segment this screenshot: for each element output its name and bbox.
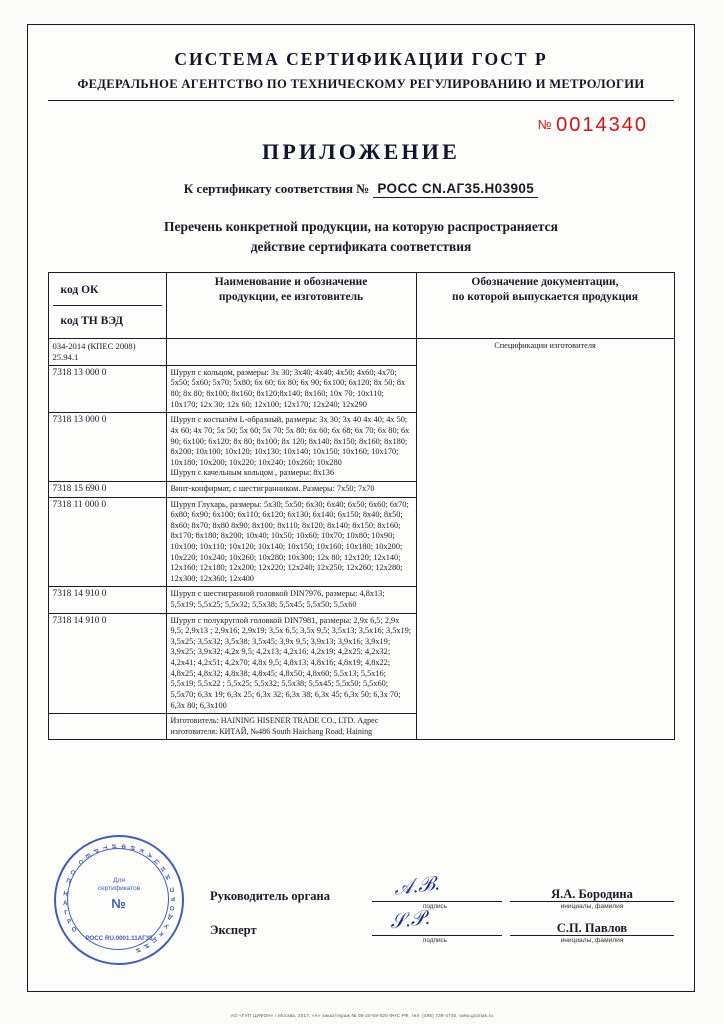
ok-code-cell: 034-2014 (КПЕС 2008) 25.94.1	[48, 338, 166, 365]
signature-caption-expert: подпись	[422, 937, 448, 944]
product-description-cell: Шуруп с кольцом, размеры: 3х 30; 3х40; 4х40; 4х50; 4х60; 4х70; 5х50; 5х60; 5х70; 5х80; 6х 60; 6х 80; 6х 90; 6х100; 6х120; 8х 50; 8х 80; 8х 80; 8х100; 8х160; 8х120;8х140; 8х160; 10х 70; 10х110; 10х170; 12х 30; 12х 60; 12х100; 12х170; 12х240; 12х290	[166, 365, 416, 412]
table-header-row	[48, 272, 674, 338]
product-table	[48, 272, 675, 740]
tnved-code-cell: 7318 14 910 0	[48, 587, 166, 613]
document-number	[42, 114, 680, 137]
subtitle-line-2: действие сертификата соответствия	[250, 239, 472, 255]
product-description-cell: Шуруп с шестигранной головкой DIN7976, размеры: 4,8х13; 5,5х19; 5,5х25; 5,5х32; 5,5х38; 5,5х45; 5,5х50; 5,5х60	[166, 587, 416, 613]
head-name: Я.А. Бородина	[551, 887, 633, 901]
header-divider	[48, 100, 674, 101]
expert-name: С.П. Павлов	[556, 921, 628, 935]
signature-line-expert	[372, 935, 502, 936]
tnved-code-cell: 7318 13 000 0	[48, 413, 166, 482]
table-row	[48, 338, 674, 365]
header-cell-product	[166, 272, 416, 338]
header-ok-code: код ОК	[53, 275, 162, 306]
document-frame	[27, 24, 695, 992]
tnved-code-cell: 7318 15 690 0	[48, 481, 166, 497]
agency-title: ФЕДЕРАЛЬНОЕ АГЕНТСТВО ПО ТЕХНИЧЕСКОМУ РЕГУЛИРОВАНИЮ И МЕТРОЛОГИИ	[77, 77, 645, 91]
stamp-center-line1: Для	[113, 877, 125, 884]
header-product-line2: продукции, ее изготовитель	[218, 291, 364, 304]
certificate-prefix: К сертификату соответствия №	[183, 181, 370, 196]
product-description-cell: Шуруп Глухарь, размеры: 5х30; 5х50; 6х30; 6х40; 6х50; 6х60; 6х70; 6х80; 6х90; 6х100; 6х110; 6х120; 6х130; 6х140; 6х150; 8х40; 8х50; 8х60; 8х70; 8х80 8х90; 8х100; 8х110; 8х120; 8х140; 8х150; 8х160; 8х170; 8х180; 8х200; 10х40; 10х50; 10х60; 10х70; 10х80; 10х90; 10х100; 10х110; 10х120; 10х140; 10х150; 10х160; 10х180; 10х200; 10х220; 10х240; 10х260; 10х280; 10х300; 12х 80; 12х120; 12х140; 12х160; 12х180; 12х200; 12х220; 12х240; 12х250; 12х260; 12х280; 12х300; 12х360; 12х400	[166, 497, 416, 587]
tnved-code-cell: 7318 14 910 0	[48, 613, 166, 713]
head-name-caption: инициалы, фамилия	[560, 903, 624, 910]
tnved-code-cell: 7318 11 000 0	[48, 497, 166, 587]
printing-house-note: АО «ГУП ЦИФОН» / Москва, 2017, «А» заказ/тираж № 05-20-59-020 ФНС РФ, тел. (495) 739-4740, www.goznak.ru	[230, 1013, 494, 1018]
number-value: 0014340	[556, 114, 648, 136]
subtitle-line-1: Перечень конкретной продукции, на которую распространяется	[164, 219, 558, 234]
signature-line-head	[372, 901, 502, 902]
signature-mark-head: 𝒜.ℬ.	[392, 872, 441, 900]
tnved-code-cell-empty	[48, 714, 166, 740]
header-product-line1: Наименование и обозначение	[214, 275, 368, 288]
header-cell-doc	[416, 272, 674, 338]
stamp-ring: О Р Г А Н П О С Е Р Т И Ф И К А Ц И И П Р О Д У К Ц И И	[62, 843, 176, 954]
signature-mark-expert: 𝒮.𝒫.	[388, 906, 432, 934]
page-title: ПРИЛОЖЕНИЕ	[262, 139, 460, 164]
signature-area	[42, 827, 680, 957]
product-description-cell: Винт-конфирмат, с шестигранником. Размеры: 7х50; 7х70	[166, 481, 416, 497]
product-description-cell: Шуруп с полукруглой головкой DIN7981, размеры: 2,9х 6,5; 2,9х 9,5; 2,9х13 ; 2,9х16; 2,9х19; 3,5х 6,5; 3,5х 9,5; 3,5х13; 3,5х16; 3,5х19; 3,5х25; 3,5х32; 3,5х38; 3,5х45; 3,9х 9,5; 3,9х13; 3,9х16; 3,9х19; 3,9х25; 3,9х32; 4,2х 9,5; 4,2х13; 4,2х16; 4,2х19; 4,2х25; 4,2х32; 4,2х41; 4,2х51; 4,2х70; 4,8х 9,5; 4,8х13; 4,8х16; 4,8х19; 4,8х22; 4,8х25; 4,8х32; 4,8х38; 4,8х45; 4,8х50; 4,8х60; 5,5х13; 5,5х16; 5,5х19; 5,5х22 ; 5,5х25; 5,5х32; 5,5х38; 5,5х45; 5,5х50; 5,5х60; 5,5х70; 6,3х 19; 6,3х 25; 6,3х 32; 6,3х 38; 6,3х 45; 6,3х 50; 6,3х 70; 6,3х 80; 6,3х100	[166, 613, 416, 713]
product-cell-empty	[166, 338, 416, 365]
signature-caption-head: подпись	[422, 903, 448, 910]
header-cell-codes	[48, 272, 166, 338]
official-stamp	[54, 835, 184, 965]
header-doc-line2: по которой выпускается продукция	[452, 291, 638, 304]
header-doc-line1: Обозначение документации,	[471, 275, 619, 288]
tnved-code-cell: 7318 13 000 0	[48, 365, 166, 412]
head-of-body-label: Руководитель органа	[210, 889, 330, 903]
system-title: СИСТЕМА СЕРТИФИКАЦИИ ГОСТ Р	[174, 49, 548, 69]
subtitle	[42, 217, 680, 258]
stamp-registration-number: РОСС RU.0001.11АГ35	[85, 935, 153, 942]
manufacturer-cell: Изготовитель: HAINING HISENER TRADE CO., LTD. Адрес изготовителя: КИТАЙ, №486 South Haichang Road, Haining	[166, 714, 416, 740]
product-description-cell	[166, 413, 416, 482]
expert-label: Эксперт	[210, 923, 257, 937]
stamp-center	[87, 877, 151, 913]
expert-name-caption: инициалы, фамилия	[560, 937, 624, 944]
header-tnved-code: код ТН ВЭД	[60, 314, 123, 327]
product-description-extra: Шуруп с качельным кольцом , размеры: 8х136	[170, 468, 335, 478]
stamp-center-symbol: №	[111, 896, 127, 912]
stamp-center-line2: сертификатов	[97, 885, 141, 893]
documentation-cell: Спецификации изготовителя	[416, 338, 674, 739]
certificate-reference	[42, 181, 680, 197]
product-description-main: Шуруп с костылём L-образный, размеры: 3х 30; 3х 40 4х 40; 4х 50; 4х 60; 4х 70; 5х 50; 5х 60; 5х 70; 5х 80; 6х 60; 6х 68; 6х 70; 6х 80; 6х 90; 6х100; 6х120; 8х 80; 8х100; 8х 120; 8х140; 8х150; 8х160; 8х180; 8х200; 10х100; 10х120; 10х130; 10х140; 10х150; 10х160; 10х170; 10х180; 10х200; 10х220; 10х240; 10х260; 10х280	[170, 415, 410, 467]
number-label: №	[537, 117, 552, 132]
certificate-number: РОСС CN.АГ35.Н03905	[373, 181, 538, 198]
